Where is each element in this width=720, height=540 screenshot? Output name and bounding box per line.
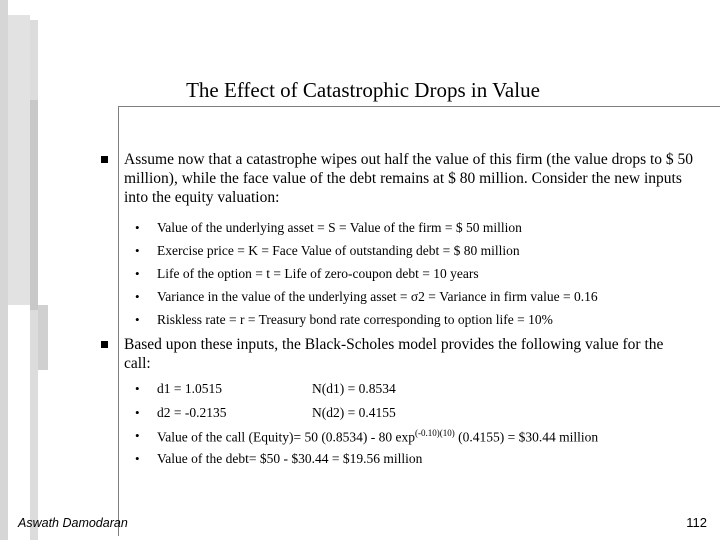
bullet-dot-icon: • [135,312,140,327]
side-rule [118,106,119,536]
input-item: Variance in the value of the underlying asset = σ2 = Variance in firm value = 0.16 [157,289,598,304]
bullet-text: Based upon these inputs, the Black-Scholes model provides the following value for the call: [124,336,664,372]
bullet-text: Assume now that a catastrophe wipes out half the value of this firm (the value drops to $ 50 million), while the face value of the debt remains at $ 80 million. Consider the new inputs into the equity valuation: [124,151,694,206]
bullet-dot-icon: • [135,289,140,304]
footer-author: Aswath Damodaran [18,516,128,530]
result-debt: Value of the debt= $50 - $30.44 = $19.56 million [157,451,423,466]
bullet-dot-icon: • [135,428,140,443]
result-call: Value of the call (Equity)= 50 (0.8534) - 80 $\exp^{(-0.10)(10)} (0.4155)$ = $30.44 million [157,428,599,445]
result-d1: d1 = 1.0515 [157,381,222,396]
bullet-dot-icon: • [135,405,140,420]
decor-bar [30,100,38,310]
square-bullet-icon [101,156,108,163]
decor-bar [8,15,30,305]
result-nd2: N(d2) = 0.4155 [312,405,396,420]
slide-title: The Effect of Catastrophic Drops in Value [186,78,540,102]
decor-bar [38,305,48,370]
page-number: 112 [686,515,707,530]
input-item: Exercise price = K = Face Value of outstanding debt = $ 80 million [157,243,520,258]
bullet-dot-icon: • [135,381,140,396]
square-bullet-icon [101,341,108,348]
result-d2: d2 = -0.2135 [157,405,227,420]
bullet-dot-icon: • [135,266,140,281]
input-item: Value of the underlying asset = S = Value of the firm = $ 50 million [157,220,522,235]
bullet-dot-icon: • [135,451,140,466]
bullet-dot-icon: • [135,220,140,235]
result-nd1: N(d1) = 0.8534 [312,381,396,396]
input-item: Life of the option = t = Life of zero-coupon debt = 10 years [157,266,479,281]
bullet-dot-icon: • [135,243,140,258]
input-item: Riskless rate = r = Treasury bond rate corresponding to option life = 10% [157,312,553,327]
title-rule [118,106,720,107]
